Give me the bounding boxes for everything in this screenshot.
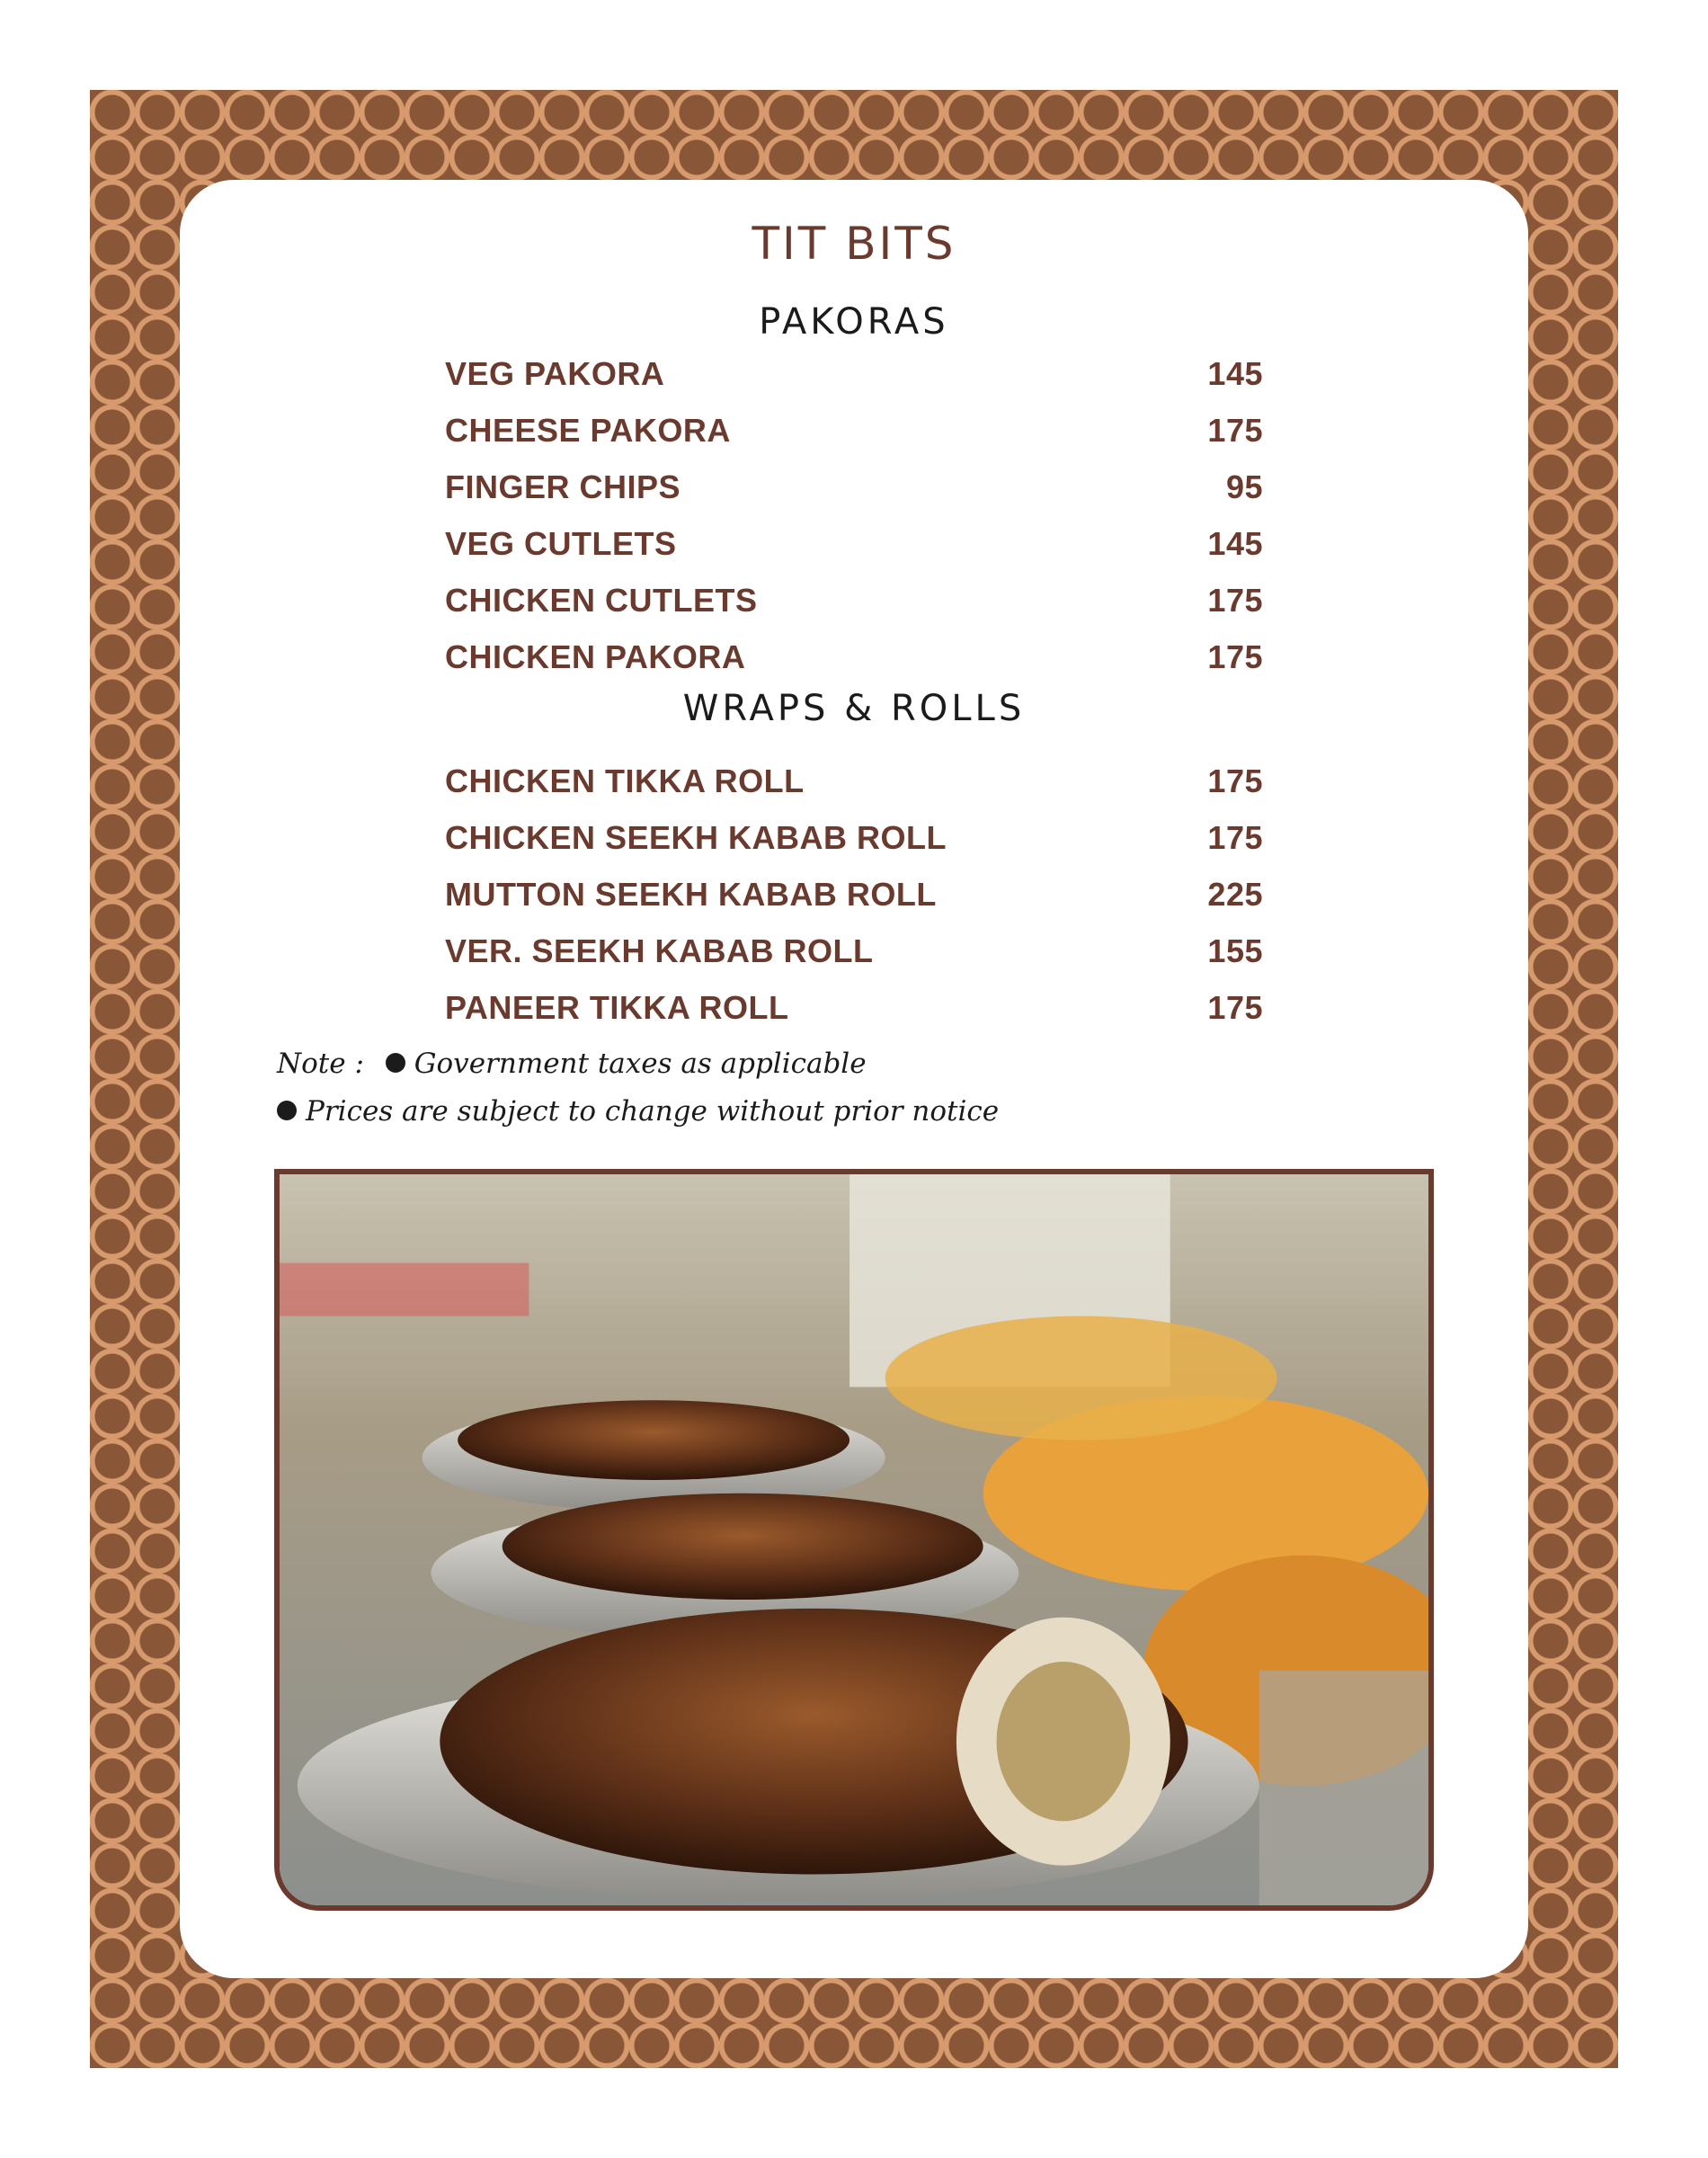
section-title-pakoras: PAKORAS	[759, 301, 949, 343]
note-label: Note :	[277, 1048, 364, 1080]
item-name: VEG CUTLETS	[445, 525, 677, 562]
item-name: CHICKEN TIKKA ROLL	[445, 762, 805, 799]
item-name: PANEER TIKKA ROLL	[445, 989, 789, 1026]
item-name: VEG PAKORA	[445, 355, 665, 392]
menu-item	[445, 525, 1263, 570]
item-price: 175	[1207, 819, 1263, 856]
menu-title: TIT BITS	[752, 218, 956, 270]
food-photo	[274, 1169, 1434, 1911]
menu-item	[445, 582, 1263, 627]
item-name: CHICKEN CUTLETS	[445, 582, 758, 619]
menu-item	[445, 932, 1263, 977]
item-price: 145	[1207, 355, 1263, 392]
item-name: FINGER CHIPS	[445, 468, 681, 505]
item-price: 155	[1207, 932, 1263, 969]
note-line-prices	[277, 1095, 999, 1128]
menu-item	[445, 819, 1263, 864]
item-price: 95	[1225, 468, 1263, 505]
menu-item	[445, 355, 1263, 400]
note-taxes: Government taxes as applicable	[414, 1048, 867, 1080]
item-name: CHEESE PAKORA	[445, 412, 731, 449]
bullet-icon	[277, 1101, 297, 1120]
section-title-wraps-rolls: WRAPS & ROLLS	[682, 688, 1026, 729]
menu-item	[445, 989, 1263, 1034]
bullet-icon	[386, 1053, 405, 1073]
menu-item	[445, 412, 1263, 457]
note-line-taxes	[277, 1048, 867, 1080]
item-price: 175	[1207, 412, 1263, 449]
note-prices: Prices are subject to change without prior notice	[306, 1095, 1000, 1128]
item-price: 175	[1207, 762, 1263, 799]
menu-item	[445, 762, 1263, 807]
item-price: 145	[1207, 525, 1263, 562]
item-name: MUTTON SEEKH KABAB ROLL	[445, 876, 937, 913]
item-name: CHICKEN SEEKH KABAB ROLL	[445, 819, 947, 856]
item-price: 175	[1207, 638, 1263, 675]
item-price: 175	[1207, 989, 1263, 1026]
item-name: VER. SEEKH KABAB ROLL	[445, 932, 874, 969]
menu-item	[445, 638, 1263, 683]
menu-item	[445, 468, 1263, 513]
item-name: CHICKEN PAKORA	[445, 638, 746, 675]
item-price: 225	[1207, 876, 1263, 913]
item-price: 175	[1207, 582, 1263, 619]
roast-rolls-illustration	[280, 1174, 1428, 1905]
menu-item	[445, 876, 1263, 921]
